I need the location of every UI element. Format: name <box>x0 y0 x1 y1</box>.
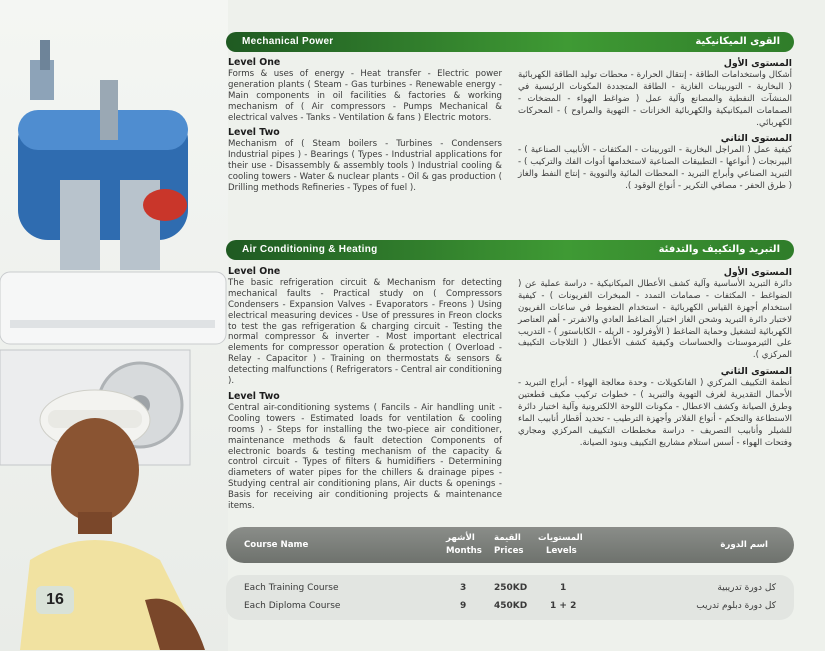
level-title: Level Two <box>228 390 280 402</box>
header-months-en: Months <box>446 546 482 556</box>
level-description: Central air-conditioning systems ( Fancils - Air handling unit - Cooling towers - Estimated loads for ventilation & cooling rooms ) - Steps for installing the two-piece air conditioner, maintenance methods & fault detection Components of electronic boards & testing mechanism of the capacity & control circuit - Types of filters & humidifiers - Determining diameters of water pipes for the chillers & drainage pipes - Studying central air conditioning plans, Air ducts & openings - Basis for receiving air conditioning projects & maintenance items. <box>228 402 502 512</box>
header-course-name-en: Course Name <box>244 540 309 550</box>
hero-photo <box>0 0 228 651</box>
level-description: Mechanism of ( Steam boilers - Turbines - Condensers Industrial pipes ) - Bearings ( Types - Industrial applications for their use - Disassembly & assembly tools ) Industrial cooling & cooling towers - Water & nuclear plants - Oil & gas production ( Drilling methods Refineries - Types of fuel ). <box>228 139 502 193</box>
row-2-months: 9 <box>460 601 467 611</box>
level-title: Level One <box>228 266 281 277</box>
course-page <box>226 30 796 620</box>
header-levels-ar: المستويات <box>538 533 583 543</box>
row-2-levels: 1 + 2 <box>550 601 577 611</box>
level-description: أشكال واستخدامات الطاقة - إنتقال الحرارة - محطات توليد الطاقة الكهربائية ( البخارية - التوربينات الغازية - الطاقة المتجددة المكونات الرئيسية في المنشآت النفطية والمصانع وآلية عمل ( ضواغط الهواء - المضخات - الصمامات الميكانيكية والكهربائية الخزانات - التهوية والمراوح ) - المحركات الكهربائي. <box>518 69 792 128</box>
level-title: Level One <box>228 57 281 68</box>
section-title-en: Mechanical Power <box>242 36 334 47</box>
row-1-name-en: Each Training Course <box>244 583 339 593</box>
row-1-price: 250KD <box>494 583 528 593</box>
pricing-table-header <box>226 527 794 563</box>
header-levels-en: Levels <box>546 546 577 556</box>
air-conditioning-english-column <box>228 267 502 517</box>
row-2-price: 450KD <box>494 601 528 611</box>
page-number: 16 <box>36 586 74 614</box>
level-title: المستوى الأول <box>723 58 792 69</box>
header-prices-en: Prices <box>494 546 524 556</box>
header-months-ar: الأشهر <box>446 533 475 543</box>
level-title: Level Two <box>228 127 280 139</box>
level-title: المستوى الثاني <box>720 366 792 378</box>
level-description: Forms & uses of energy - Heat transfer - Electric power generation plants ( Steam - Gas turbines - Renewable energy - Main components in oil facilities & factories & working mechanism of ( Air compressors - Pumps Mechanical & electrical valves - Tanks - Ventilation & fans ) Electric motors. <box>228 68 502 123</box>
header-course-name-ar: اسم الدورة <box>720 540 768 550</box>
section-header-air-conditioning <box>226 240 794 260</box>
level-title: المستوى الثاني <box>720 133 792 145</box>
section-header-mechanical-power <box>226 32 794 52</box>
row-1-levels: 1 <box>560 583 567 593</box>
level-description: The basic refrigeration circuit & Mechanism for detecting mechanical faults - Practical study on ( Compressors Condensers - Expansion Valves - Evaporators - Freons ) Using electrical measuring devices - Use of pressures in Freon clocks to test the gas refrigeration & charging circuit - Testing the normal compressor & inverter - Most important electrical elements for compressor operation & protection ( Overload - Relay - Capacitor ) - Training on thermostats & sensors & detecting malfunctions ( Refrigerators - Central air conditioning ). <box>228 277 502 387</box>
row-1-name-ar: كل دورة تدريبية <box>717 583 776 593</box>
level-title: المستوى الأول <box>723 267 792 278</box>
pricing-table-body <box>226 575 794 620</box>
air-conditioning-arabic-column <box>518 267 792 454</box>
level-description: كيفية عمل ( المراجل البخارية - التوربينات - المكثفات - الأنابيب الصناعية ) - البيرنجات ( أنواعها - التطبيقات الصناعية لاستخدامها أدوات الفك والتركيب ) - التبريد الصناعي وأبراج التبريد - المحطات المائية والنووية - إنتاج النفط والغاز ( طرق الحفر - مصافي التكرير - أنواع الوقود ). <box>518 145 792 192</box>
row-2-name-ar: كل دورة دبلوم تدريب <box>696 601 776 611</box>
mechanical-power-english-column <box>228 58 502 199</box>
level-description: دائرة التبريد الأساسية وآلية كشف الأعطال الميكانيكية - دراسة عملية عن ( الضواغط - المكثفات - صمامات التمدد - المبخرات الفريونات ) - كيفية استخدام أجهزة القياس الكهربائية - استخدام الضغوط في ساعات الفريون لاختبار دائرة التبريد وشحن الغاز اختبار الضاغط العادي والانفرتر - أهم العناصر الكهربائية لتشغيل وحماية الضاغط ( الأوفرلود - الريله - الكاباستور ) - التدريب على الثيرموستات والحساسات وكيفية كشف الأعطال ( الثلاجات التكييف المركزي ). <box>518 278 792 361</box>
section-title-ar: التبريد والتكييف والتدفئة <box>658 244 780 255</box>
section-title-ar: القوى الميكانيكية <box>695 36 780 47</box>
section-title-en: Air Conditioning & Heating <box>242 244 378 255</box>
header-prices-ar: القيمة <box>494 533 521 543</box>
technician-with-equipment-illustration <box>0 0 228 651</box>
row-2-name-en: Each Diploma Course <box>244 601 341 611</box>
level-description: أنظمة التكييف المركزي ( الفانكويلات - وحدة معالجة الهواء - أبراج التبريد - الأحمال التقديرية لغرف التهوية والتبريد ) - خطوات تركيب مكيف قطعتين وطرق الصيانة وكشف الاعطال - مكونات اللوحة الالكترونية وآلية اختبار دائرة الاستطاعة والتحكم - أنواع الفلاتر وأجهزة الترطيب - تحديد أقطار أنابيب الماء للشيلر وأنابيب التصريف - دراسة مخططات التكييف المركزي ومجاري وفتحات الهواء - أسس استلام مشاريع التكييف وبنود الصيانة. <box>518 378 792 448</box>
mechanical-power-arabic-column <box>518 58 792 197</box>
row-1-months: 3 <box>460 583 467 593</box>
